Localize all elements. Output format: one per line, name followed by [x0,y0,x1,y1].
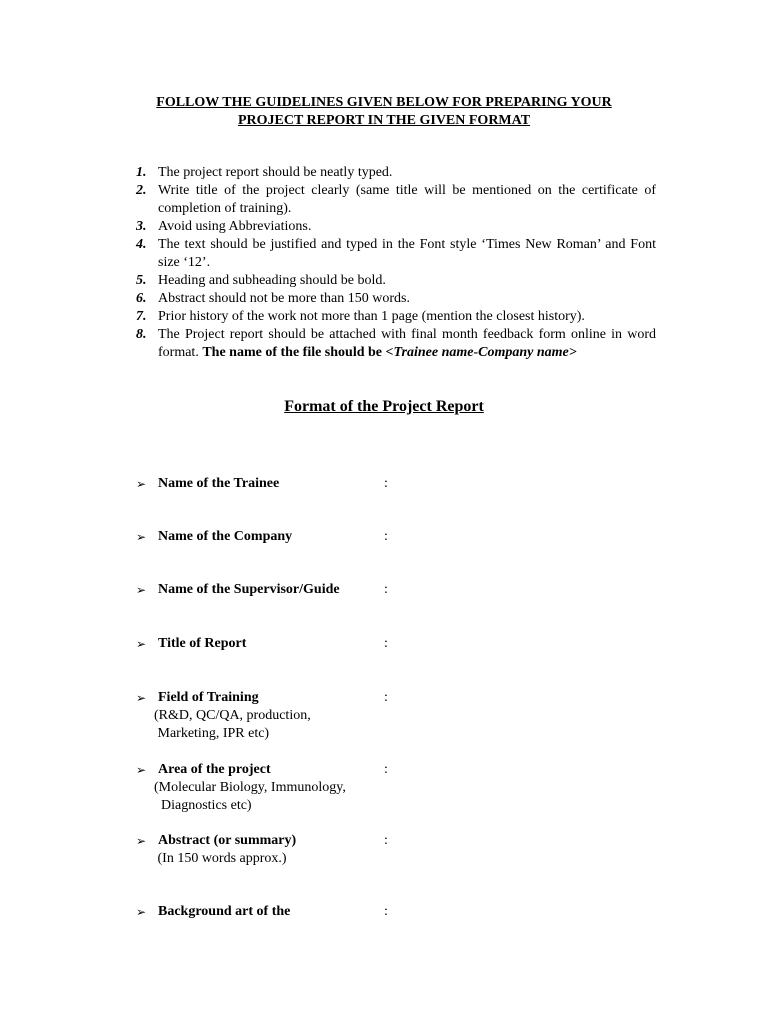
field-colon: : [384,582,388,597]
guideline-text: Abstract should not be more than 150 words. [158,291,410,306]
guideline-text: Heading and subheading should be bold. [158,273,386,288]
arrow-bullet-icon: ➢ [136,691,147,705]
filename-format-text: <Trainee name-Company name> [385,345,577,360]
field-label: Name of the Company [158,529,293,544]
guideline-item [136,236,656,272]
field-hint: (R&D, QC/QA, production, Marketing, IPR etc) [154,708,311,741]
arrow-bullet-icon: ➢ [136,905,147,919]
guideline-number: 1. [136,165,147,180]
field-colon: : [384,762,388,777]
arrow-bullet-icon: ➢ [136,583,147,597]
guideline-number: 6. [136,291,147,306]
guideline-number: 5. [136,273,147,288]
field-colon: : [384,476,388,491]
guideline-text: Avoid using Abbreviations. [158,219,312,234]
guideline-text: Prior history of the work not more than 1 page (mention the closest history). [158,309,585,324]
field-label: Name of the Trainee [158,476,280,491]
guideline-number: 8. [136,327,147,342]
field-label: Area of the project [158,762,271,777]
field-label: Background art of the [158,904,291,919]
field-colon: : [384,636,388,651]
field-colon: : [384,690,388,705]
guideline-item [136,308,656,326]
field-hint: (Molecular Biology, Immunology, Diagnostics etc) [154,780,346,813]
guideline-text: The text should be justified and typed in the Font style ‘Times New Roman’ and Font size ‘12’. [158,237,656,270]
guideline-item [136,182,656,218]
arrow-bullet-icon: ➢ [136,530,147,544]
field-colon: : [384,833,388,848]
field-label: Field of Training [158,690,259,705]
guideline-number: 7. [136,309,147,324]
guideline-item [136,218,656,236]
guidelines-heading [0,94,768,130]
guideline-item [136,326,656,362]
guideline-item [136,164,656,182]
guideline-item [136,290,656,308]
field-colon: : [384,529,388,544]
format-title: Format of the Project Report [284,398,484,415]
field-hint: (In 150 words approx.) [154,851,287,866]
field-label: Name of the Supervisor/Guide [158,582,340,597]
arrow-bullet-icon: ➢ [136,834,147,848]
heading-line-1: FOLLOW THE GUIDELINES GIVEN BELOW FOR PREPARING YOUR [156,95,612,110]
guideline-text: The project report should be neatly typed. [158,165,393,180]
arrow-bullet-icon: ➢ [136,477,147,491]
arrow-bullet-icon: ➢ [136,637,147,651]
field-label: Abstract (or summary) [158,833,297,848]
guideline-item [136,272,656,290]
guideline-text-wrapper [158,326,656,362]
guidelines-list [136,164,656,362]
filename-rule-text: The name of the file should be [202,345,383,360]
arrow-bullet-icon: ➢ [136,763,147,777]
guideline-text: Write title of the project clearly (same title will be mentioned on the certificate of completion of training). [158,183,656,216]
guideline-number: 2. [136,183,147,198]
guideline-number: 3. [136,219,147,234]
guideline-text: The Project report should be attached with final month feedback form online in word format. [158,327,656,360]
heading-line-2: PROJECT REPORT IN THE GIVEN FORMAT [237,113,531,128]
field-label: Title of Report [158,636,247,651]
guideline-number: 4. [136,237,147,252]
field-colon: : [384,904,388,919]
